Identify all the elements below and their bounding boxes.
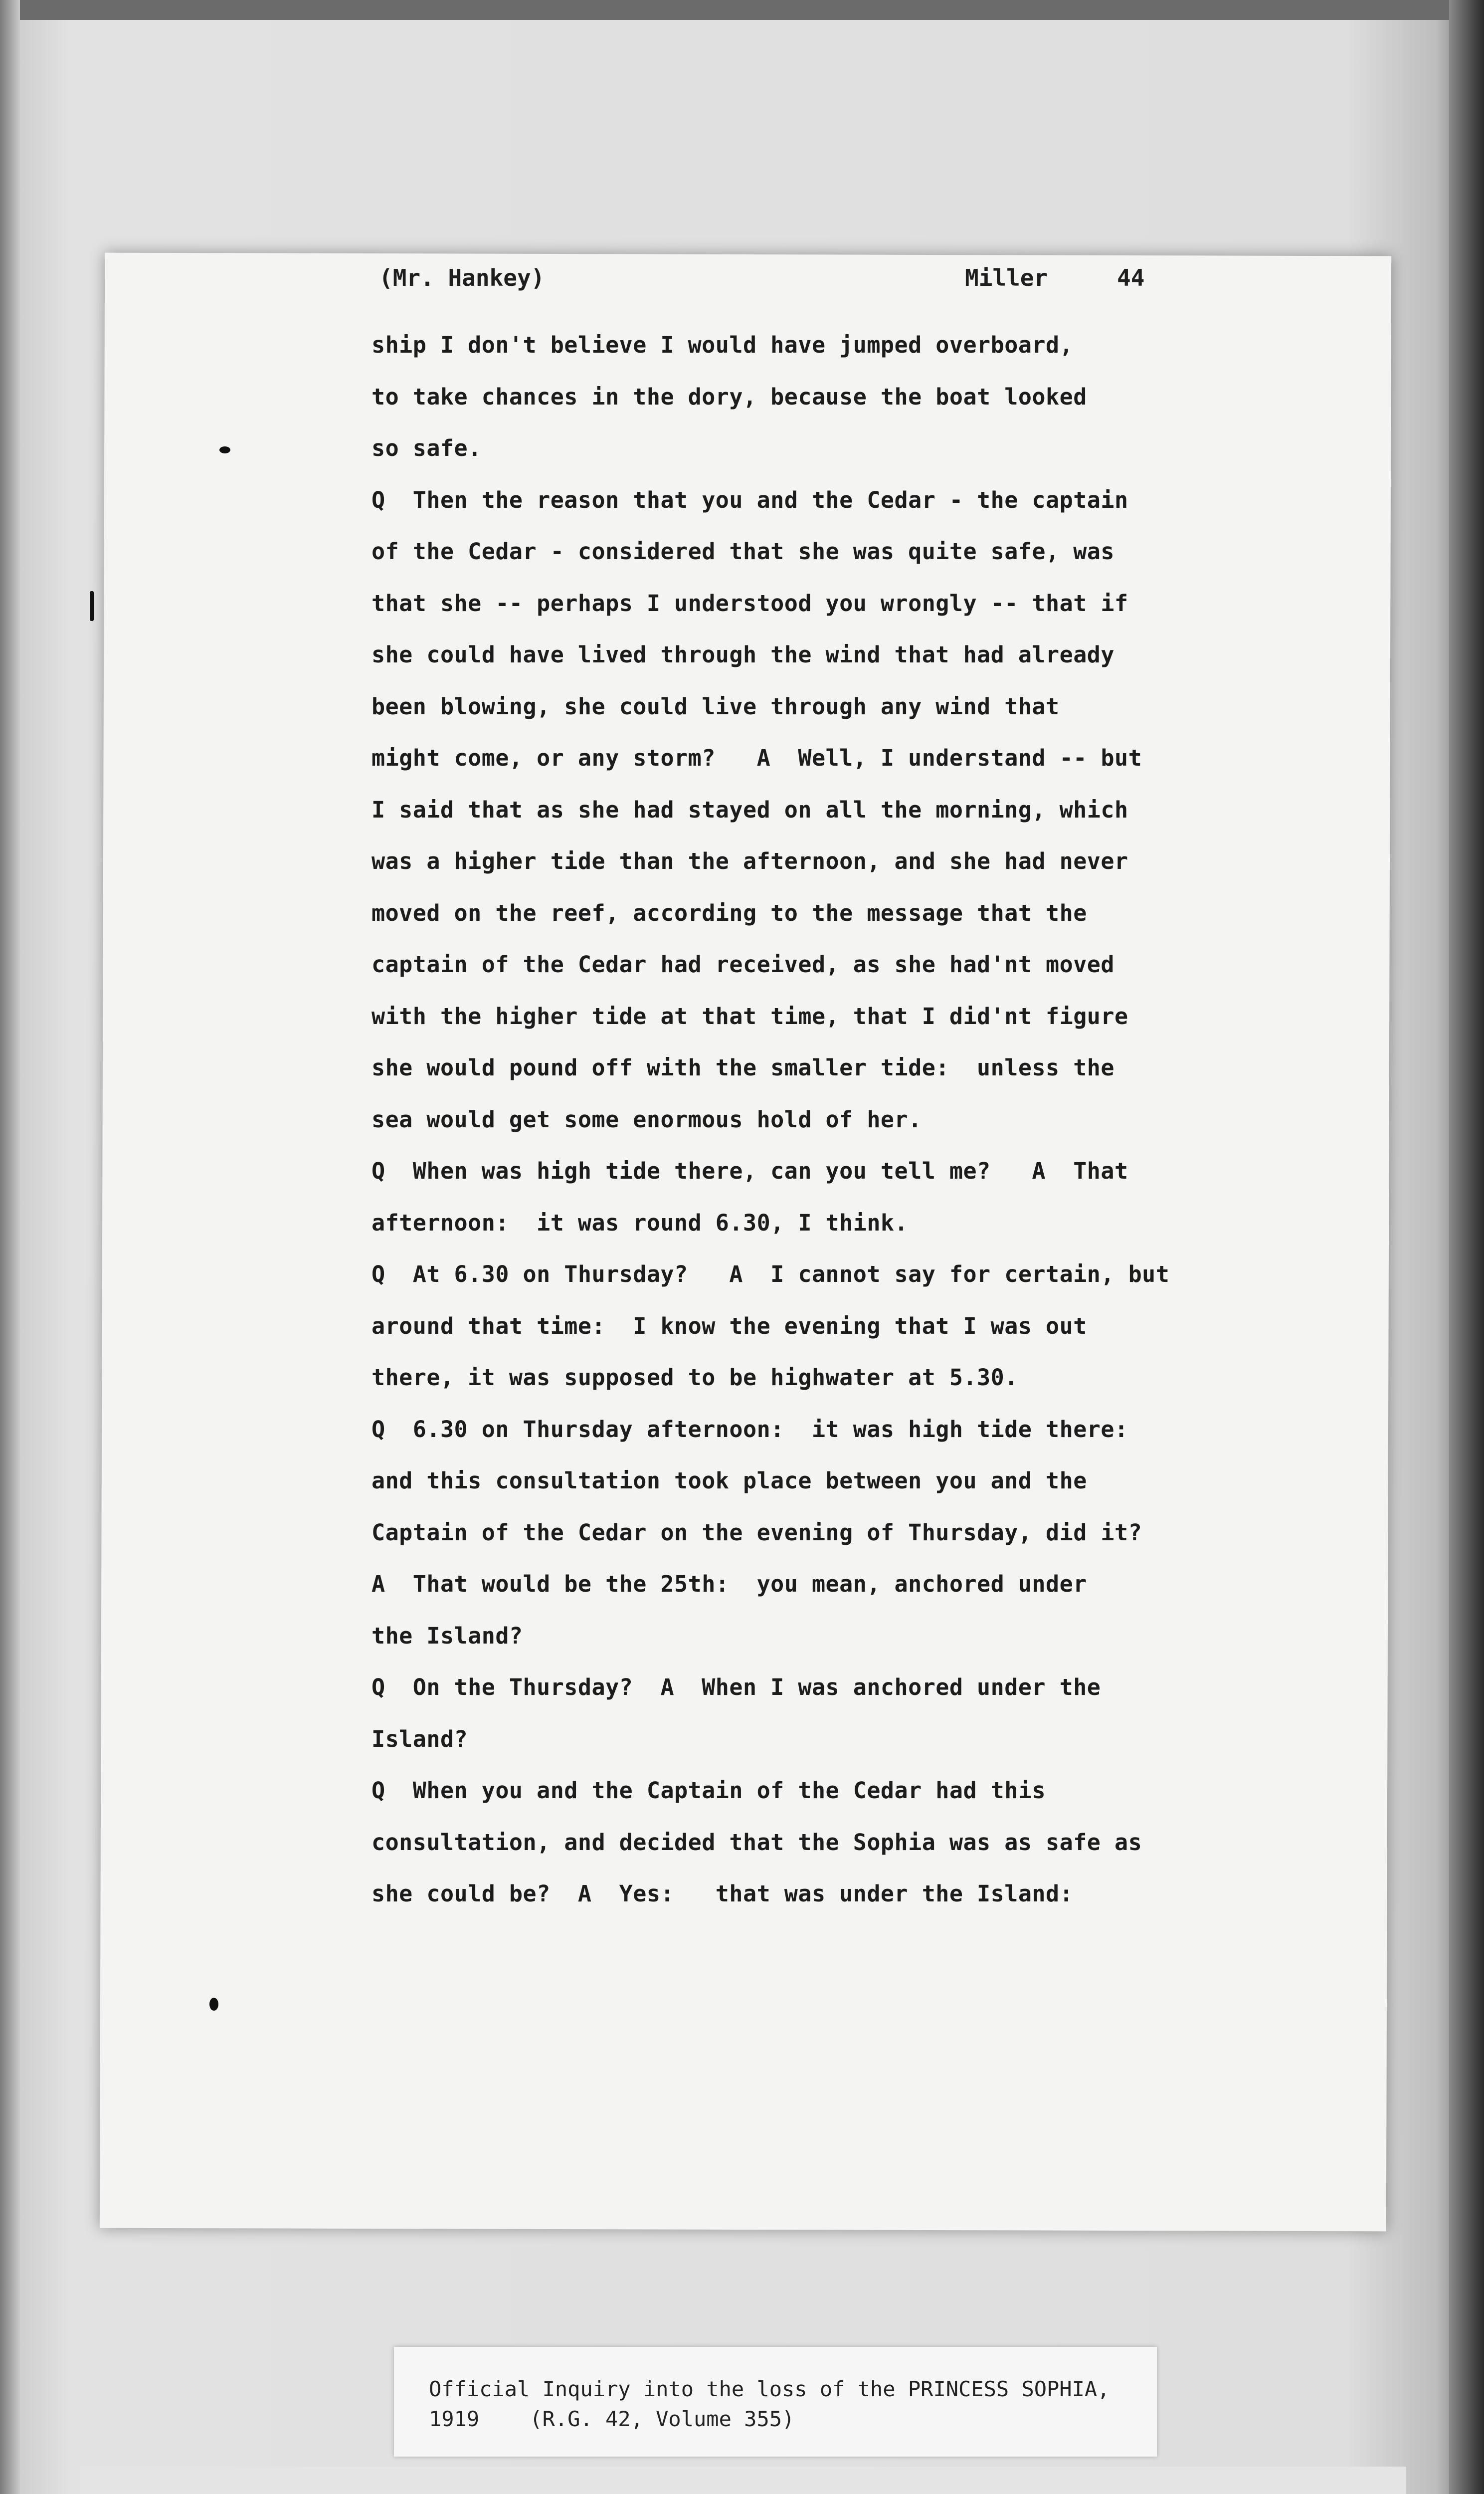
film-left-edge: [0, 0, 20, 2494]
transcript-line: I said that as she had stayed on all the morning, which: [371, 796, 1128, 823]
transcript-line: so safe.: [371, 435, 482, 461]
film-right-edge: [1449, 0, 1484, 2494]
transcript-line: with the higher tide at that time, that I did'nt figure: [371, 1003, 1128, 1030]
transcript-line: Q Then the reason that you and the Cedar - the captain: [371, 486, 1128, 513]
transcript-line: was a higher tide than the afternoon, and she had never: [371, 848, 1128, 874]
transcript-line: to take chances in the dory, because the boat looked: [371, 383, 1087, 410]
transcript-line: the Island?: [371, 1622, 523, 1649]
transcript-line: Q When was high tide there, can you tell me? A That: [371, 1158, 1128, 1184]
witness-name: Miller: [965, 264, 1048, 291]
page-number: 44: [1117, 264, 1145, 291]
transcript-line: captain of the Cedar had received, as she had'nt moved: [371, 951, 1114, 978]
transcript-line: Island?: [371, 1725, 468, 1752]
transcript-line: there, it was supposed to be highwater at 5.30.: [371, 1364, 1018, 1391]
transcript-line: and this consultation took place between you and the: [371, 1467, 1087, 1494]
page-header: [379, 264, 1257, 309]
transcript-line: afternoon: it was round 6.30, I think.: [371, 1209, 909, 1236]
transcript-line: moved on the reef, according to the message that the: [371, 899, 1087, 926]
transcript-line: Q On the Thursday? A When I was anchored under the: [371, 1674, 1101, 1700]
speaker-label: (Mr. Hankey): [379, 264, 545, 291]
transcript-line: she would pound off with the smaller tide: unless the: [371, 1054, 1114, 1081]
ink-speck: [209, 1998, 218, 2011]
inquiry-label: [394, 2347, 1157, 2457]
transcript-line: around that time: I know the evening that I was out: [371, 1312, 1087, 1339]
transcript-line: Q When you and the Captain of the Cedar had this: [371, 1777, 1046, 1804]
transcript-line: might come, or any storm? A Well, I understand -- but: [371, 745, 1142, 771]
label-title: Official Inquiry into the loss of the PRINCESS SOPHIA,: [429, 2377, 1110, 2401]
film-top-edge: [0, 0, 1484, 20]
transcript-body: [371, 319, 1269, 1920]
transcript-line: she could have lived through the wind that had already: [371, 641, 1114, 668]
transcript-line: ship I don't believe I would have jumped overboard,: [371, 332, 1074, 358]
ink-speck: [90, 591, 94, 621]
ink-speck: [219, 446, 230, 453]
transcript-line: A That would be the 25th: you mean, anchored under: [371, 1571, 1087, 1597]
transcript-line: she could be? A Yes: that was under the Island:: [371, 1880, 1074, 1907]
transcript-line: Captain of the Cedar on the evening of Thursday, did it?: [371, 1519, 1142, 1546]
transcript-line: been blowing, she could live through any wind that: [371, 693, 1060, 720]
transcript-line: consultation, and decided that the Sophia was as safe as: [371, 1829, 1142, 1856]
transcript-line: sea would get some enormous hold of her.: [371, 1106, 922, 1133]
transcript-line: that she -- perhaps I understood you wrongly -- that if: [371, 590, 1128, 617]
label-reference: 1919 (R.G. 42, Volume 355): [429, 2407, 795, 2431]
archives-plate: [80, 2467, 1406, 2494]
transcript-line: Q 6.30 on Thursday afternoon: it was high tide there:: [371, 1416, 1128, 1443]
transcript-line: Q At 6.30 on Thursday? A I cannot say for certain, but: [371, 1261, 1170, 1287]
transcript-line: of the Cedar - considered that she was quite safe, was: [371, 538, 1114, 565]
